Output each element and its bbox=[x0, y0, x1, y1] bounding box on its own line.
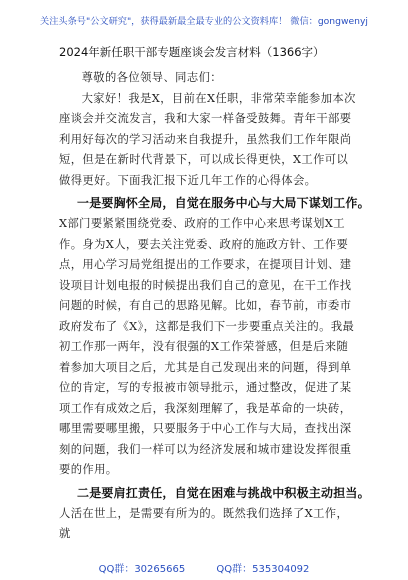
footer-contact bbox=[0, 560, 408, 575]
qq-group-1: QQ群：30265665 bbox=[98, 564, 186, 575]
promo-banner: 关注头条号"公文研究"，获得最新最全最专业的公文资料库！ 微信：gongwenyj bbox=[40, 16, 368, 27]
document-body bbox=[59, 44, 370, 545]
salutation: 尊敬的各位领导、同志们： bbox=[81, 71, 222, 84]
section-heading-2: 二是要肩扛责任，自觉在困难与挑战中积极主动担当。 bbox=[77, 485, 370, 500]
document-title: 2024年新任职干部专题座谈会发言材料（1366字） bbox=[59, 45, 325, 59]
qq-group-2: QQ群：535304092 bbox=[216, 564, 310, 575]
intro-paragraph: 大家好！我是X，目前在X任职，非常荣幸能参加本次座谈会并交流发言，我和大家一样备受鼓舞。青年干部要利用好每次的学习活动来自我提升，虽然我们工作年限尚短，但是在新时代背景下，可以成长得更快，X工作可以做得更好。下面我汇报下近几年工作的心得体会。 bbox=[59, 91, 356, 187]
section-body-2: 人活在世上，是需要有所为的。既然我们选择了X工作，就 bbox=[59, 506, 349, 540]
section-body-1: X部门要紧紧围绕党委、政府的工作中心来思考谋划X工作。身为X人，要去关注党委、政府的施政方针、工作要点，用心学习局党组提出的工作要求，在提项目计划、建设项目计划电报的时候提出我们自己的意见，在干工作找问题的时候，有自己的思路见解。比如，春节前，市委市政府发布了《X》，这都是我们下一步要重点关注的。我最初工作那一两年，没有很强的X工作荣誉感，但是后来随着参加大项目之后，尤其是自己发现出来的问题，得到单位的肯定，写的专报被市领导批示，通过整改，促进了某项工作有成效之后，我深刻理解了，我是革命的一块砖，哪里需要哪里搬，只要服务于中心工作与大局，查找出深刻的问题，我们一样可以为经济发展和城市建设发挥很重要的作用。 bbox=[59, 217, 355, 476]
section-heading-1: 一是要胸怀全局，自觉在服务中心与大局下谋划工作。 bbox=[77, 196, 370, 210]
